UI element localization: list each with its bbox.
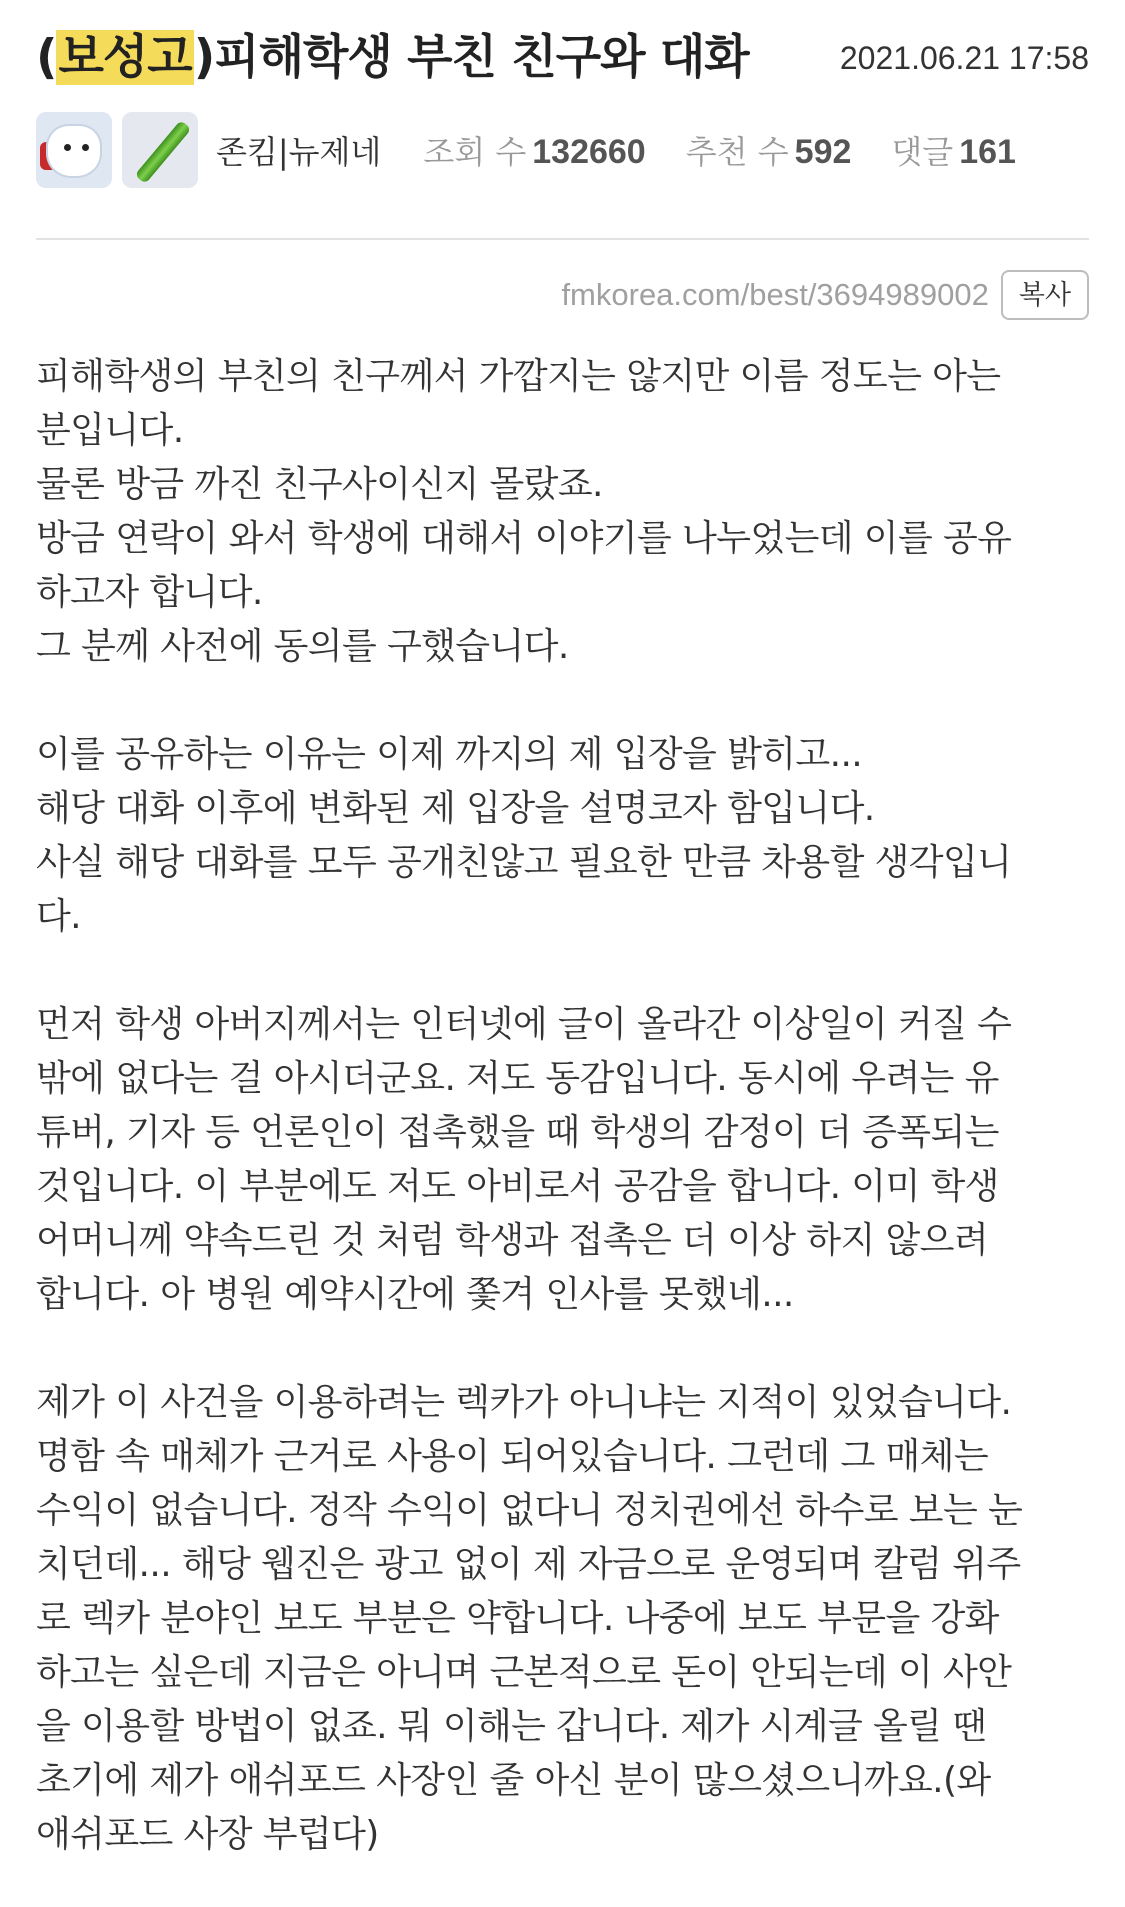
avatar-eye-left xyxy=(64,144,71,151)
content-line: 방금 연락이 와서 학생에 대해서 이야기를 나누었는데 이를 공유 xyxy=(36,518,1012,559)
content-line: 그 분께 사전에 동의를 구했습니다. xyxy=(36,626,569,667)
avatar-seal-body xyxy=(48,126,100,176)
content-line: 먼저 학생 아버지께서는 인터넷에 글이 올라간 이상일이 커질 수 xyxy=(36,1004,1012,1045)
content-line: 제가 이 사건을 이용하려는 렉카가 아니냐는 지적이 있었습니다. xyxy=(36,1382,1012,1423)
author-name[interactable]: 존킴|뉴제네 xyxy=(216,133,382,171)
copy-url-button[interactable]: 복사 xyxy=(1001,270,1089,320)
content-line: 로 렉카 분야인 보도 부분은 약합니다. 나중에 보도 부문을 강화 xyxy=(36,1598,999,1639)
content-line: 초기에 제가 애쉬포드 사장인 줄 아신 분이 많으셨으니까요.(와 xyxy=(36,1760,991,1801)
recommend-count: 592 xyxy=(794,133,852,171)
content-line: 밖에 없다는 걸 아시더군요. 저도 동감입니다. 동시에 우려는 유 xyxy=(36,1058,999,1099)
content-line: 하고는 싶은데 지금은 아니며 근본적으로 돈이 안되는데 이 사안 xyxy=(36,1652,1012,1693)
content-line: 분입니다. xyxy=(36,410,184,451)
meta-row xyxy=(36,112,1089,188)
content-line: 다. xyxy=(36,896,82,937)
content-line: 튜버, 기자 등 언론인이 접촉했을 때 학생의 감정이 더 증폭되는 xyxy=(36,1112,999,1153)
content-line: 사실 해당 대화를 모두 공개친않고 필요한 만큼 차용할 생각입니 xyxy=(36,842,1012,883)
content-paragraph xyxy=(36,728,1095,944)
comments-label: 댓글 xyxy=(891,133,954,171)
title-text: 피해학생 부친 친구와 대화 xyxy=(214,30,749,85)
content-line: 피해학생의 부친의 친구께서 가깝지는 않지만 이름 정도는 아는 xyxy=(36,356,1001,397)
post-title xyxy=(36,24,749,92)
seal-avatar-icon[interactable] xyxy=(36,112,112,188)
content-line: 이를 공유하는 이유는 이제 까지의 제 입장을 밝히고... xyxy=(36,734,863,775)
views-label: 조회 수 xyxy=(423,133,527,171)
bottle-avatar-icon[interactable] xyxy=(122,112,198,188)
post-date: 2021.06.21 17:58 xyxy=(839,40,1089,76)
content-paragraph xyxy=(36,998,1095,1322)
content-line: 것입니다. 이 부분에도 저도 아비로서 공감을 합니다. 이미 학생 xyxy=(36,1166,999,1207)
content-line: 어머니께 약속드린 것 처럼 학생과 접촉은 더 이상 하지 않으려 xyxy=(36,1220,988,1261)
content-line: 하고자 합니다. xyxy=(36,572,263,613)
avatar-eye-right xyxy=(82,144,89,151)
post-content xyxy=(36,350,1095,1907)
avatar-bottle xyxy=(134,120,191,184)
header-divider xyxy=(36,238,1089,240)
content-line: 합니다. 아 병원 예약시간에 쫓겨 인사를 못했네... xyxy=(36,1274,794,1315)
comments-count: 161 xyxy=(959,133,1016,171)
content-line: 을 이용할 방법이 없죠. 뭐 이해는 갑니다. 제가 시계글 올릴 땐 xyxy=(36,1706,987,1747)
title-row xyxy=(36,24,1089,92)
content-line: 해당 대화 이후에 변화된 제 입장을 설명코자 함입니다. xyxy=(36,788,875,829)
content-paragraph xyxy=(36,1376,1095,1862)
content-line: 명함 속 매체가 근거로 사용이 되어있습니다. 그런데 그 매체는 xyxy=(36,1436,988,1477)
recommend-stat xyxy=(686,127,852,173)
comments-stat[interactable] xyxy=(891,127,1016,173)
content-line: 치던데... 해당 웹진은 광고 없이 제 자금으로 운영되며 칼럼 위주 xyxy=(36,1544,1021,1585)
title-paren-close: ) xyxy=(193,30,215,85)
views-stat xyxy=(423,127,645,173)
post-url[interactable]: fmkorea.com/best/3694989002 xyxy=(561,277,989,312)
title-paren-open: ( xyxy=(36,30,57,85)
recommend-label: 추천 수 xyxy=(685,133,789,171)
title-tag[interactable]: 보성고 xyxy=(58,30,192,85)
content-line: 물론 방금 까진 친구사이신지 몰랐죠. xyxy=(36,464,603,505)
content-line: 수익이 없습니다. 정작 수익이 없다니 정치권에선 하수로 보는 눈 xyxy=(36,1490,1023,1531)
views-count: 132660 xyxy=(532,133,646,171)
url-row xyxy=(561,270,1089,320)
content-line: 애쉬포드 사장 부럽다) xyxy=(36,1814,379,1855)
post-header xyxy=(36,24,1089,188)
content-paragraph xyxy=(36,350,1095,674)
